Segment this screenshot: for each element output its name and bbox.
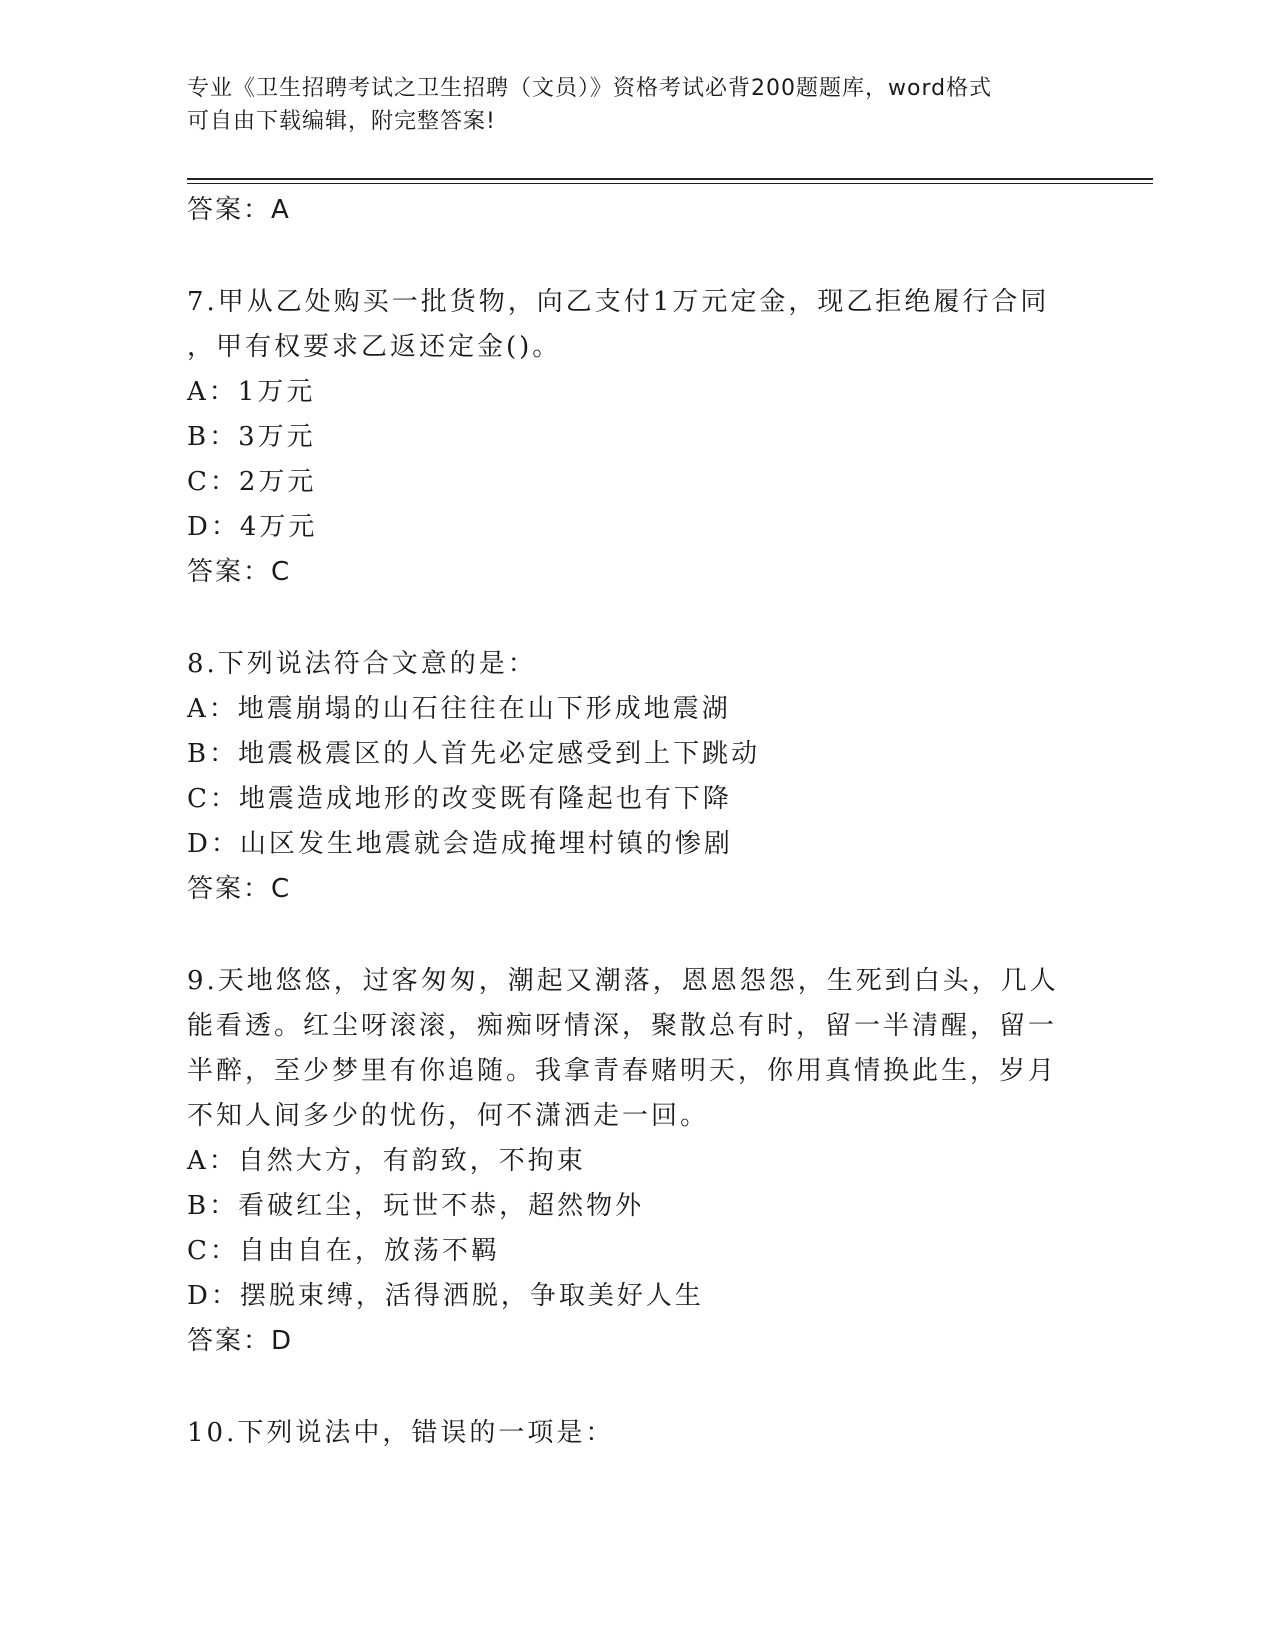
question-stem-line: ，甲有权要求乙返还定金()。 <box>187 332 562 362</box>
option-a: A：自然大方，有韵致，不拘束 <box>187 1146 586 1176</box>
question-8 <box>187 642 1067 912</box>
option-c: C：2万元 <box>187 467 317 497</box>
spacer <box>187 912 1067 959</box>
header-title-line-1: 专业《卫生招聘考试之卫生招聘（文员）》资格考试必背200题题库，word格式 <box>187 76 993 101</box>
answer: 答案：C <box>187 874 292 904</box>
option-d: D：山区发生地震就会造成掩埋村镇的惨剧 <box>187 829 733 859</box>
question-stem-line: 不知人间多少的忧伤，何不潇洒走一回。 <box>187 1101 710 1131</box>
header-rule-thick <box>187 178 1153 180</box>
option-b: B：看破红尘，玩世不恭，超然物外 <box>187 1191 645 1221</box>
header-rule-thin <box>187 183 1153 184</box>
option-b: B：地震极震区的人首先必定感受到上下跳动 <box>187 739 761 769</box>
page-header <box>187 72 1067 138</box>
question-stem-line: 10.下列说法中，错误的一项是： <box>187 1418 615 1448</box>
answer-previous: 答案：A <box>187 195 291 225</box>
option-d: D：4万元 <box>187 512 318 542</box>
spacer <box>187 233 1067 280</box>
option-c: C：地震造成地形的改变既有隆起也有下降 <box>187 784 732 814</box>
answer: 答案：D <box>187 1326 294 1356</box>
question-stem-line: 能看透。红尘呀滚滚，痴痴呀情深，聚散总有时，留一半清醒，留一 <box>187 1011 1058 1041</box>
spacer <box>187 595 1067 642</box>
header-title-line-2: 可自由下载编辑，附完整答案! <box>187 109 496 134</box>
spacer <box>187 1364 1067 1411</box>
question-7 <box>187 280 1067 595</box>
question-9 <box>187 959 1067 1364</box>
question-10 <box>187 1411 1067 1456</box>
answer: 答案：C <box>187 557 292 587</box>
option-d: D：摆脱束缚，活得洒脱，争取美好人生 <box>187 1281 704 1311</box>
document-body <box>187 185 1067 1456</box>
question-stem-line: 半醉，至少梦里有你追随。我拿青春赌明天，你用真情换此生，岁月 <box>187 1056 1058 1086</box>
option-c: C：自由自在，放荡不羁 <box>187 1236 500 1266</box>
option-a: A：地震崩塌的山石往往在山下形成地震湖 <box>187 694 731 724</box>
question-stem-line: 9.天地悠悠，过客匆匆，潮起又潮落，恩恩怨怨，生死到白头，几人 <box>187 966 1059 996</box>
option-b: B：3万元 <box>187 422 316 452</box>
option-a: A：1万元 <box>187 377 316 407</box>
question-stem-line: 7.甲从乙处购买一批货物，向乙支付1万元定金，现乙拒绝履行合同 <box>187 287 1050 317</box>
question-stem-line: 8.下列说法符合文意的是： <box>187 649 537 679</box>
